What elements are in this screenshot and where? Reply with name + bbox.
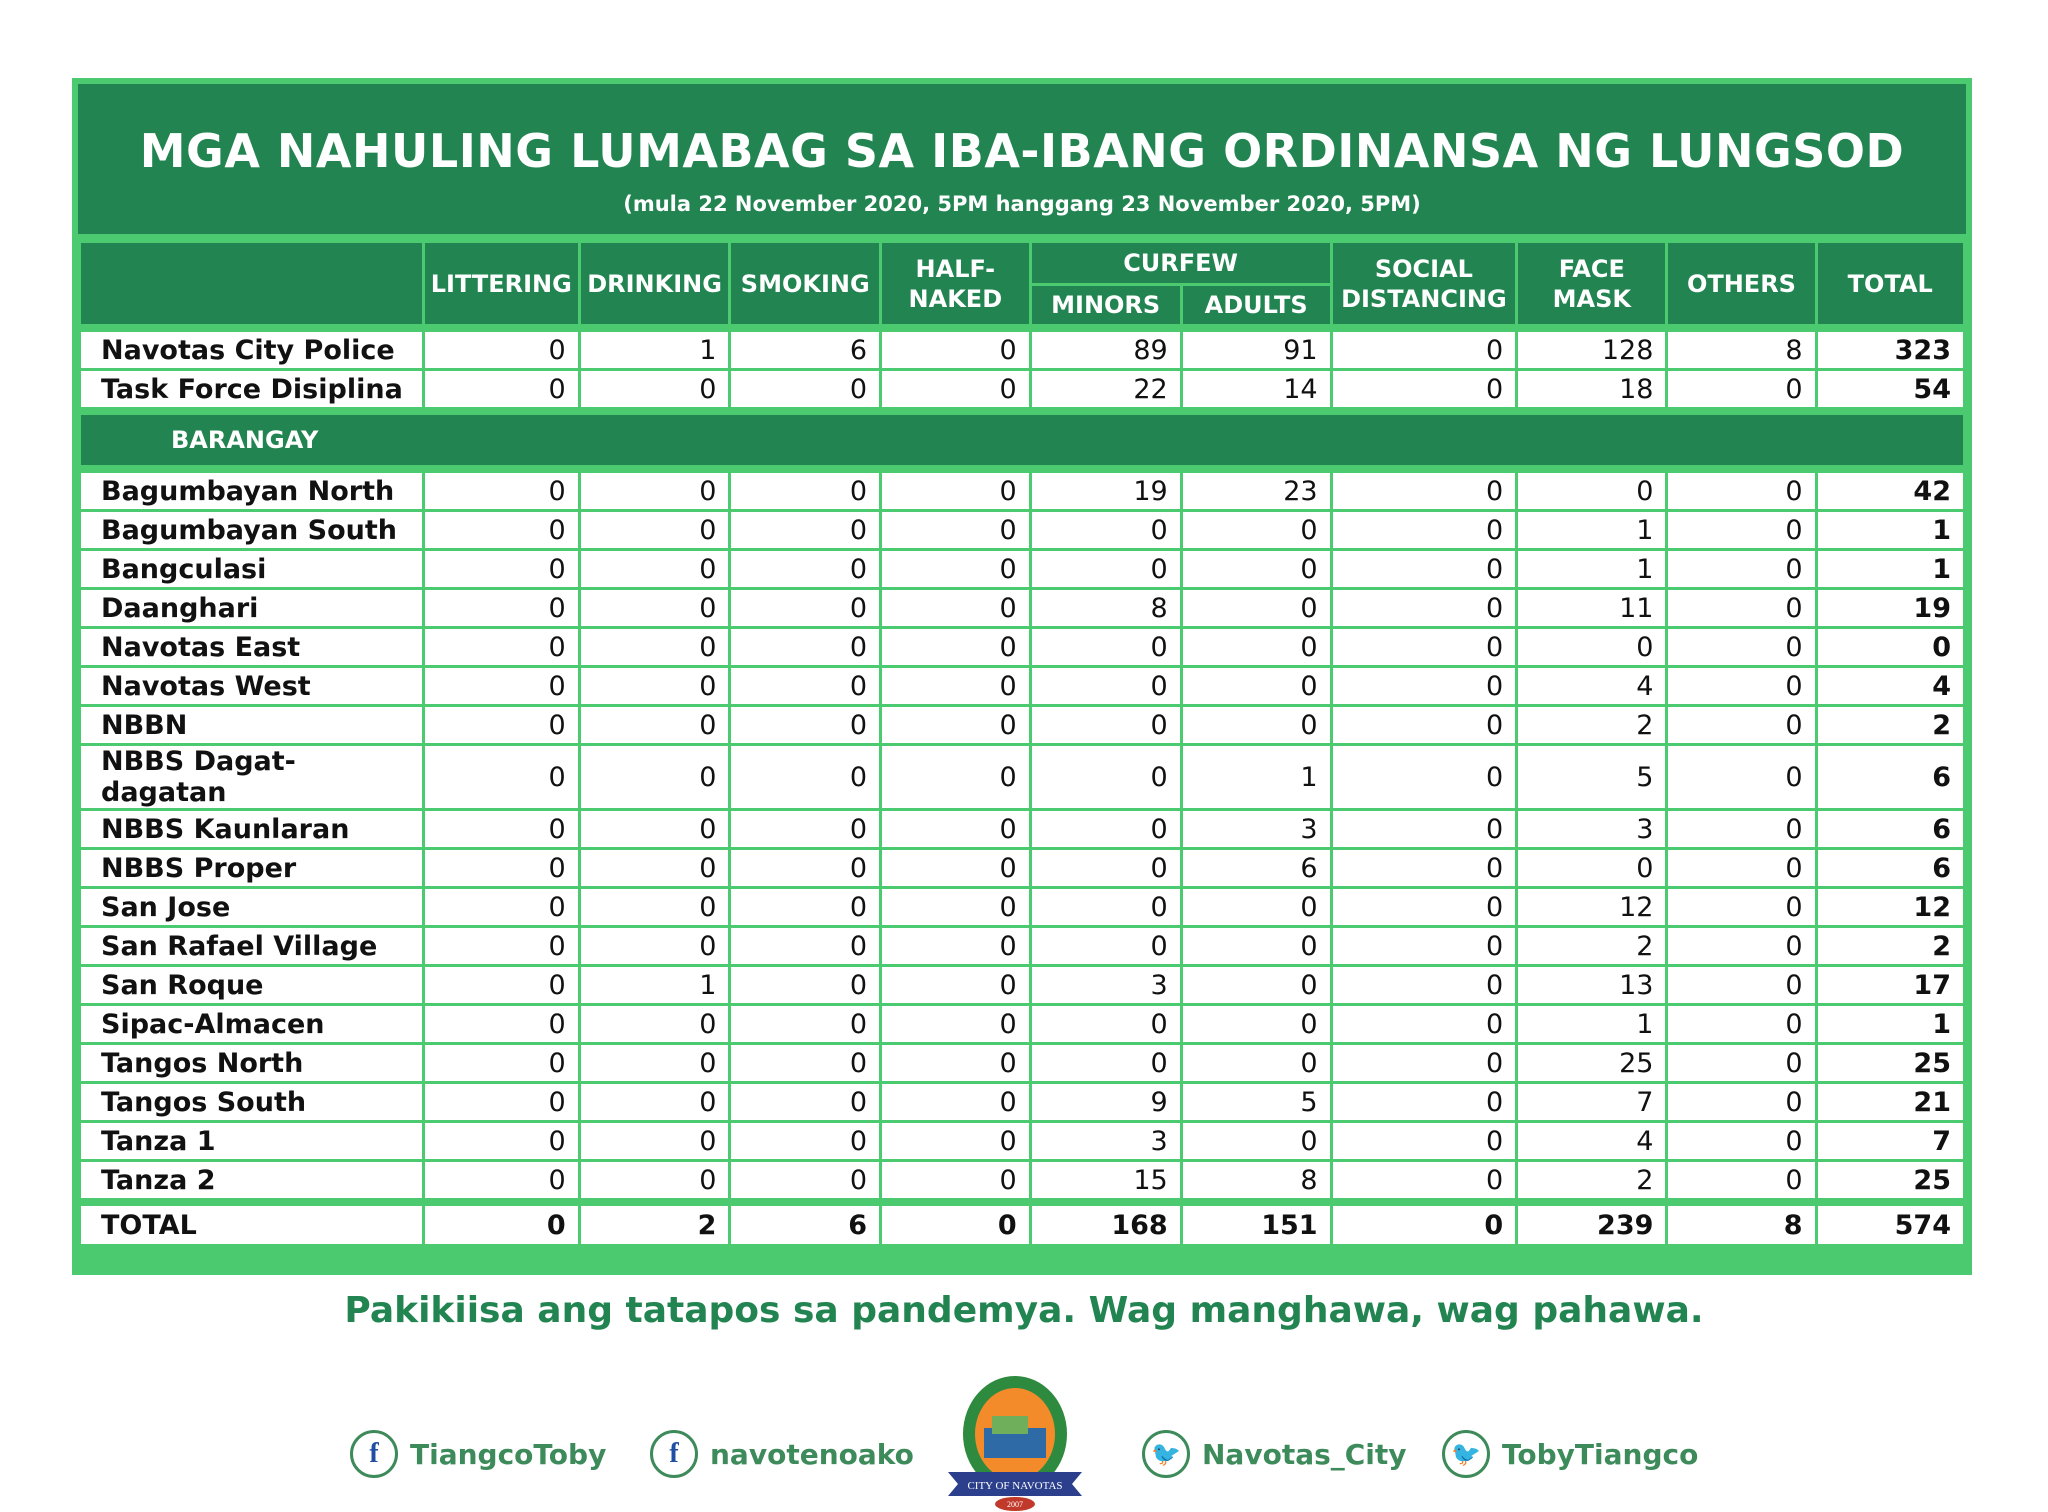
row-label: Sipac-Almacen [81,1006,422,1042]
cell-value: 0 [1032,707,1180,743]
row-label: Daanghari [81,590,422,626]
facebook-icon: f [350,1430,398,1478]
row-total: 12 [1818,889,1964,925]
social-handle: Navotas_City [1202,1437,1407,1471]
city-of-navotas-seal-logo [940,1372,1090,1512]
cell-value: 0 [1333,590,1516,626]
row-total: 6 [1818,811,1964,847]
table-row-agency [81,332,1963,368]
cell-value: 0 [1668,850,1814,886]
cell-value: 1 [1518,512,1665,548]
cell-value: 15 [1032,1162,1180,1198]
page-title: MGA NAHULING LUMABAG SA IBA-IBANG ORDINANSA NG LUNGSOD [139,124,1905,178]
cell-value: 0 [1333,1206,1516,1244]
table-row-barangay [81,850,1963,886]
cell-value: 0 [1668,1006,1814,1042]
header-curfew: CURFEW [1032,243,1330,283]
cell-value: 0 [1032,850,1180,886]
table-row-barangay [81,551,1963,587]
cell-value: 0 [1333,512,1516,548]
header-curfew-minors: MINORS [1032,286,1180,324]
cell-value: 0 [425,707,578,743]
cell-value: 0 [1668,1045,1814,1081]
cell-value: 0 [882,1006,1029,1042]
row-label: San Rafael Village [81,928,422,964]
cell-value: 0 [581,629,729,665]
row-total: 17 [1818,967,1964,1003]
row-total: 6 [1818,850,1964,886]
cell-value: 0 [1183,928,1330,964]
cell-value: 0 [1032,668,1180,704]
table-row-agency [81,371,1963,407]
cell-value: 0 [1668,889,1814,925]
cell-value: 0 [882,707,1029,743]
cell-value: 0 [1668,668,1814,704]
row-total: 25 [1818,1162,1964,1198]
cell-value: 0 [425,551,578,587]
twitter-icon: 🐦 [1442,1430,1490,1478]
cell-value: 22 [1032,371,1180,407]
cell-value: 0 [1183,889,1330,925]
cell-value: 0 [882,1162,1029,1198]
divider [81,410,1963,412]
cell-value: 0 [425,889,578,925]
cell-value: 0 [1183,1006,1330,1042]
cell-value: 0 [882,1206,1029,1244]
seal-banner-text: CITY OF NAVOTAS [967,1480,1063,1492]
cell-value: 0 [1333,811,1516,847]
row-total: 323 [1818,332,1964,368]
cell-value: 0 [425,1206,578,1244]
cell-value: 0 [731,668,879,704]
cell-value: 0 [1668,590,1814,626]
cell-value: 0 [731,746,879,808]
divider [81,468,1963,470]
cell-value: 0 [882,928,1029,964]
cell-value: 1 [581,967,729,1003]
cell-value: 0 [425,1045,578,1081]
table-row-barangay [81,590,1963,626]
cell-value: 0 [581,551,729,587]
row-divider [81,1201,1963,1203]
row-label: Task Force Disiplina [81,371,422,407]
social-link-twitter[interactable] [1442,1430,1698,1478]
cell-value: 0 [731,707,879,743]
cell-value: 12 [1518,889,1665,925]
table-row-barangay [81,928,1963,964]
cell-value: 0 [1333,1162,1516,1198]
cell-value: 0 [1668,1084,1814,1120]
cell-value: 0 [1032,512,1180,548]
cell-value: 0 [425,850,578,886]
cell-value: 0 [1518,473,1665,509]
cell-value: 0 [882,332,1029,368]
cell-value: 0 [731,551,879,587]
row-total: 6 [1818,746,1964,808]
cell-value: 0 [581,928,729,964]
cell-value: 0 [581,1006,729,1042]
violations-table [78,240,1966,1247]
cell-value: 0 [882,850,1029,886]
cell-value: 18 [1518,371,1665,407]
row-total: 21 [1818,1084,1964,1120]
cell-value: 0 [731,629,879,665]
cell-value: 0 [731,512,879,548]
cell-value: 0 [1032,889,1180,925]
cell-value: 0 [1032,1006,1180,1042]
cell-value: 0 [1668,551,1814,587]
cell-value: 0 [581,746,729,808]
cell-value: 168 [1032,1206,1180,1244]
cell-value: 0 [1668,707,1814,743]
row-label: NBBS Proper [81,850,422,886]
cell-value: 0 [1333,332,1516,368]
cell-value: 0 [1518,850,1665,886]
cell-value: 128 [1518,332,1665,368]
cell-value: 0 [1668,967,1814,1003]
cell-value: 8 [1668,332,1814,368]
cell-value: 1 [581,332,729,368]
cell-value: 0 [1183,629,1330,665]
cell-value: 89 [1032,332,1180,368]
cell-value: 0 [1668,746,1814,808]
table-row-barangay [81,629,1963,665]
cell-value: 0 [731,850,879,886]
row-total: 2 [1818,928,1964,964]
cell-value: 0 [731,967,879,1003]
cell-value: 2 [1518,1162,1665,1198]
seal-building [992,1416,1028,1434]
cell-value: 5 [1518,746,1665,808]
table-row-barangay [81,811,1963,847]
cell-value: 0 [731,1045,879,1081]
social-link-facebook[interactable] [650,1430,914,1478]
cell-value: 0 [1183,707,1330,743]
cell-value: 0 [882,1123,1029,1159]
cell-value: 0 [731,473,879,509]
cell-value: 2 [581,1206,729,1244]
cell-value: 0 [1183,668,1330,704]
cell-value: 0 [1333,668,1516,704]
cell-value: 3 [1518,811,1665,847]
cell-value: 0 [731,590,879,626]
cell-value: 0 [1183,590,1330,626]
cell-value: 3 [1032,967,1180,1003]
row-label: Tanza 1 [81,1123,422,1159]
header-littering: LITTERING [425,243,578,324]
table-row-barangay [81,473,1963,509]
cell-value: 239 [1518,1206,1665,1244]
cell-value: 0 [1183,551,1330,587]
cell-value: 0 [731,889,879,925]
cell-value: 1 [1518,551,1665,587]
table-row-barangay [81,1006,1963,1042]
row-label: Tanza 2 [81,1162,422,1198]
header-social-distancing: SOCIAL DISTANCING [1333,243,1516,324]
cell-value: 0 [425,590,578,626]
cell-value: 0 [731,811,879,847]
cell-value: 0 [882,551,1029,587]
row-label: Tangos North [81,1045,422,1081]
row-label: Navotas City Police [81,332,422,368]
table-row-barangay [81,1162,1963,1198]
facebook-icon: f [650,1430,698,1478]
cell-value: 25 [1518,1045,1665,1081]
cell-value: 3 [1183,811,1330,847]
row-total: 4 [1818,668,1964,704]
cell-value: 0 [425,371,578,407]
cell-value: 0 [581,811,729,847]
cell-value: 0 [882,746,1029,808]
cell-value: 0 [1183,1045,1330,1081]
cell-value: 0 [581,850,729,886]
cell-value: 0 [882,473,1029,509]
cell-value: 23 [1183,473,1330,509]
cell-value: 2 [1518,707,1665,743]
row-divider [81,410,1963,412]
cell-value: 8 [1668,1206,1814,1244]
row-total: 1 [1818,1006,1964,1042]
cell-value: 0 [581,371,729,407]
cell-value: 0 [425,1123,578,1159]
seal-year: 2007 [1007,1500,1023,1509]
cell-value: 0 [731,371,879,407]
cell-value: 0 [1032,746,1180,808]
cell-value: 0 [1032,551,1180,587]
cell-value: 0 [425,629,578,665]
row-label: NBBS Dagat-dagatan [81,746,422,808]
cell-value: 2 [1518,928,1665,964]
cell-value: 0 [731,1162,879,1198]
cell-value: 8 [1032,590,1180,626]
cell-value: 6 [731,332,879,368]
row-total: 1 [1818,512,1964,548]
cell-value: 0 [1183,967,1330,1003]
row-label: Navotas West [81,668,422,704]
cell-value: 13 [1518,967,1665,1003]
row-label: Navotas East [81,629,422,665]
cell-value: 6 [1183,850,1330,886]
header-smoking: SMOKING [731,243,879,324]
cell-value: 0 [882,967,1029,1003]
section-header-barangay [81,415,1963,465]
cell-value: 0 [1668,473,1814,509]
cell-value: 19 [1032,473,1180,509]
cell-value: 0 [581,512,729,548]
cell-value: 0 [1668,928,1814,964]
row-total: 19 [1818,590,1964,626]
row-total: 7 [1818,1123,1964,1159]
row-total: 25 [1818,1045,1964,1081]
social-link-facebook[interactable] [350,1430,606,1478]
cell-value: 0 [581,1045,729,1081]
date-range-subtitle: (mula 22 November 2020, 5PM hanggang 23 November 2020, 5PM) [623,192,1421,216]
twitter-icon: 🐦 [1142,1430,1190,1478]
cell-value: 0 [1333,371,1516,407]
divider [81,327,1963,329]
cell-value: 0 [1333,1045,1516,1081]
cell-value: 11 [1518,590,1665,626]
row-label: San Jose [81,889,422,925]
row-total: 574 [1818,1206,1964,1244]
cell-value: 0 [882,1045,1029,1081]
header-face-mask: FACE MASK [1518,243,1665,324]
cell-value: 0 [425,1084,578,1120]
cell-value: 0 [425,967,578,1003]
cell-value: 0 [1333,1084,1516,1120]
cell-value: 3 [1032,1123,1180,1159]
social-handle: TiangcoToby [410,1437,607,1471]
cell-value: 0 [1333,1123,1516,1159]
cell-value: 0 [1668,512,1814,548]
cell-value: 0 [1668,811,1814,847]
row-divider [81,327,1963,329]
cell-value: 0 [731,1084,879,1120]
cell-value: 0 [425,746,578,808]
row-label: NBBN [81,707,422,743]
cell-value: 0 [581,1162,729,1198]
row-label: NBBS Kaunlaran [81,811,422,847]
cell-value: 0 [581,668,729,704]
cell-value: 0 [882,889,1029,925]
table-row-barangay [81,668,1963,704]
cell-value: 0 [882,371,1029,407]
cell-value: 0 [1183,1123,1330,1159]
cell-value: 0 [882,512,1029,548]
cell-value: 0 [581,1084,729,1120]
cell-value: 1 [1183,746,1330,808]
cell-value: 0 [581,707,729,743]
cell-value: 0 [731,1006,879,1042]
cell-value: 0 [1333,746,1516,808]
cell-value: 0 [882,590,1029,626]
table-row-barangay [81,1123,1963,1159]
divider [81,1201,1963,1203]
row-total: 2 [1818,707,1964,743]
cell-value: 0 [1333,1006,1516,1042]
cell-value: 0 [882,1084,1029,1120]
table-row-barangay [81,746,1963,808]
cell-value: 0 [425,928,578,964]
cell-value: 0 [425,1162,578,1198]
cell-value: 0 [581,889,729,925]
social-handle: TobyTiangco [1502,1437,1699,1471]
row-label: San Roque [81,967,422,1003]
row-total: 42 [1818,473,1964,509]
social-handle: navotenoako [710,1437,914,1471]
cell-value: 9 [1032,1084,1180,1120]
cell-value: 0 [1333,473,1516,509]
table-row-barangay [81,512,1963,548]
header-curfew-adults: ADULTS [1183,286,1330,324]
table-row-barangay [81,1084,1963,1120]
table-row-grand-total [81,1206,1963,1244]
cell-value: 0 [1668,1123,1814,1159]
cell-value: 0 [425,473,578,509]
table-row-barangay [81,967,1963,1003]
tagline: Pakikiisa ang tatapos sa pandemya. Wag manghawa, wag pahawa. [344,1290,1704,1331]
cell-value: 7 [1518,1084,1665,1120]
cell-value: 0 [425,1006,578,1042]
header-total: TOTAL [1818,243,1964,324]
section-label: BARANGAY [81,415,1963,465]
row-label: Bangculasi [81,551,422,587]
cell-value: 14 [1183,371,1330,407]
cell-value: 4 [1518,668,1665,704]
cell-value: 0 [1333,707,1516,743]
cell-value: 0 [882,629,1029,665]
title-band [78,84,1966,234]
cell-value: 0 [882,811,1029,847]
cell-value: 0 [1668,629,1814,665]
cell-value: 0 [1333,551,1516,587]
cell-value: 0 [1333,850,1516,886]
cell-value: 0 [581,1123,729,1159]
header-half-naked: HALF- NAKED [882,243,1029,324]
header-others: OTHERS [1668,243,1814,324]
cell-value: 0 [425,668,578,704]
cell-value: 4 [1518,1123,1665,1159]
row-label: TOTAL [81,1206,422,1244]
row-label: Bagumbayan South [81,512,422,548]
cell-value: 0 [425,512,578,548]
cell-value: 0 [1183,512,1330,548]
cell-value: 0 [1668,371,1814,407]
ordinance-violations-board [72,78,1972,1275]
cell-value: 6 [731,1206,879,1244]
cell-value: 0 [1668,1162,1814,1198]
cell-value: 0 [581,590,729,626]
cell-value: 0 [1032,629,1180,665]
table-row-barangay [81,1045,1963,1081]
cell-value: 0 [581,473,729,509]
cell-value: 0 [731,928,879,964]
header-drinking: DRINKING [581,243,729,324]
cell-value: 0 [882,668,1029,704]
row-label: Tangos South [81,1084,422,1120]
cell-value: 91 [1183,332,1330,368]
table-row-barangay [81,707,1963,743]
cell-value: 1 [1518,1006,1665,1042]
header-blank [81,243,422,324]
table-row-barangay [81,889,1963,925]
row-divider [81,468,1963,470]
cell-value: 5 [1183,1084,1330,1120]
cell-value: 0 [1032,1045,1180,1081]
row-total: 54 [1818,371,1964,407]
row-total: 0 [1818,629,1964,665]
cell-value: 0 [1333,629,1516,665]
cell-value: 0 [1333,928,1516,964]
social-link-twitter[interactable] [1142,1430,1407,1478]
cell-value: 0 [425,332,578,368]
cell-value: 0 [1518,629,1665,665]
cell-value: 0 [1032,928,1180,964]
cell-value: 0 [731,1123,879,1159]
table-body [81,327,1963,1244]
cell-value: 0 [1333,967,1516,1003]
row-total: 1 [1818,551,1964,587]
cell-value: 8 [1183,1162,1330,1198]
cell-value: 0 [1032,811,1180,847]
cell-value: 151 [1183,1206,1330,1244]
cell-value: 0 [425,811,578,847]
row-label: Bagumbayan North [81,473,422,509]
cell-value: 0 [1333,889,1516,925]
